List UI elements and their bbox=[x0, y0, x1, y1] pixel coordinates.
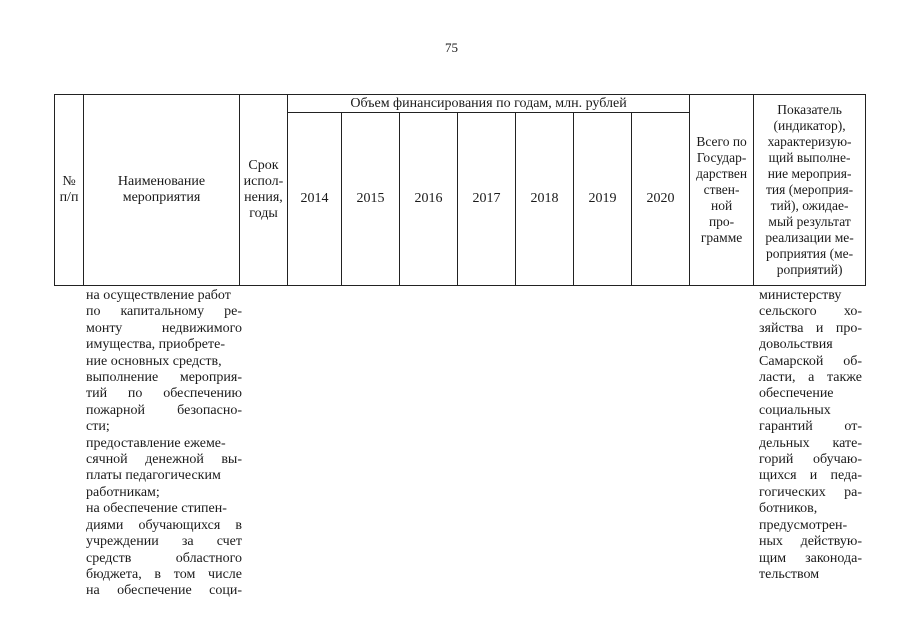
text-line: тий по обеспечению bbox=[86, 386, 242, 402]
text-line: сельского хо- bbox=[759, 304, 862, 320]
text-line: работникам; bbox=[86, 484, 160, 500]
header-year: 2018 bbox=[516, 113, 574, 286]
text-line: обеспечение bbox=[759, 386, 834, 402]
text-line: на обеспечение стипен- bbox=[86, 501, 227, 517]
text-line: тельством bbox=[759, 566, 820, 582]
header-funding-group: Объем финансирования по годам, млн. рублей bbox=[288, 95, 690, 113]
text-line: учреждении за счет bbox=[86, 534, 242, 550]
text-line: сячной денежной вы- bbox=[86, 452, 242, 468]
text-line: выполнение мероприя- bbox=[86, 370, 242, 386]
measure-name-text bbox=[86, 288, 242, 600]
text-line: министерству bbox=[759, 288, 842, 303]
header-year: 2015 bbox=[342, 113, 400, 286]
text-line: довольствия bbox=[759, 337, 833, 353]
text-line: горий обучаю- bbox=[759, 452, 862, 468]
header-name: Наименование мероприятия bbox=[84, 95, 240, 286]
text-line: имущества, приобрете- bbox=[86, 337, 225, 353]
header-term: Срок испол- нения, годы bbox=[240, 95, 288, 286]
text-line: гарантий от- bbox=[759, 419, 862, 435]
page-number: 75 bbox=[445, 40, 458, 55]
text-line: на обеспечение соци- bbox=[86, 583, 242, 599]
header-indicator: Показатель (индикатор), характеризую- щий выполне- ние мероприя- тия (мероприя- тий), ожидае- мый результат реализации ме- роприятия (ме- роприятий) bbox=[754, 95, 866, 286]
text-line: ных действую- bbox=[759, 534, 862, 550]
text-line: платы педагогическим bbox=[86, 468, 221, 484]
text-line: монту недвижимого bbox=[86, 320, 242, 336]
header-num: № п/п bbox=[55, 95, 84, 286]
text-line: диями обучающихся в bbox=[86, 517, 242, 533]
text-line: пожарной безопасно- bbox=[86, 402, 242, 418]
header-year: 2020 bbox=[632, 113, 690, 286]
text-line: предусмотрен- bbox=[759, 517, 848, 533]
text-line: ласти, а также bbox=[759, 370, 862, 386]
header-year: 2017 bbox=[458, 113, 516, 286]
header-total: Всего по Государ- дарствен ствен- ной про- гpамме bbox=[690, 95, 754, 286]
header-table bbox=[54, 94, 866, 286]
text-line: на осуществление работ bbox=[86, 288, 231, 303]
text-line: гогических ра- bbox=[759, 484, 862, 500]
header-year: 2016 bbox=[400, 113, 458, 286]
header-year: 2014 bbox=[288, 113, 342, 286]
text-line: предоставление ежеме- bbox=[86, 435, 226, 451]
text-line: щихся и педа- bbox=[759, 468, 862, 484]
text-line: Самарской об- bbox=[759, 353, 862, 369]
text-line: сти; bbox=[86, 419, 110, 435]
text-line: ботников, bbox=[759, 501, 818, 517]
text-line: щим законода- bbox=[759, 550, 862, 566]
text-line: социальных bbox=[759, 402, 831, 418]
text-line: ние основных средств, bbox=[86, 353, 222, 369]
text-line: зяйства и про- bbox=[759, 320, 862, 336]
text-line: по капитальному ре- bbox=[86, 304, 242, 320]
text-line: средств областного bbox=[86, 550, 242, 566]
text-line: дельных кате- bbox=[759, 435, 862, 451]
text-line: бюджета, в том числе bbox=[86, 566, 242, 582]
header-year: 2019 bbox=[574, 113, 632, 286]
indicator-text bbox=[759, 288, 862, 583]
